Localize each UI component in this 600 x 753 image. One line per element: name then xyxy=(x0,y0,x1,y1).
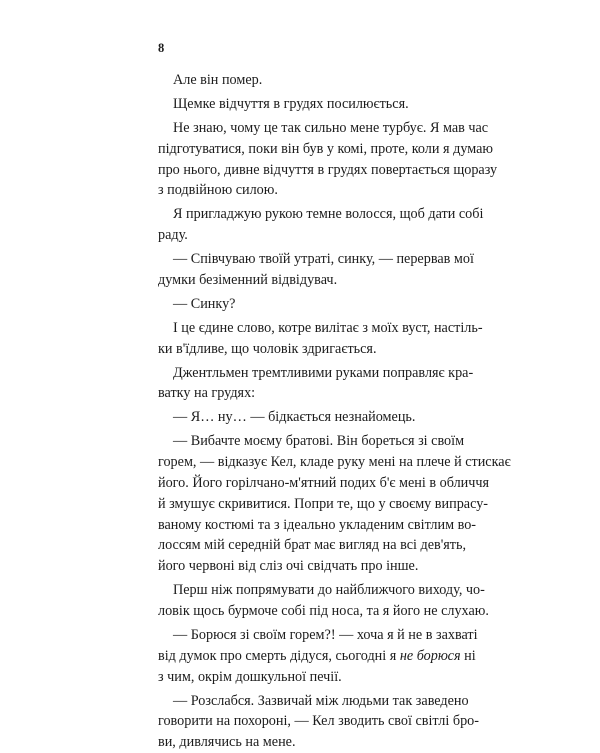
text-line: раду. xyxy=(158,227,188,244)
text-line: його червоні від сліз очі свідчать про інше. xyxy=(158,558,419,575)
text-line: — Співчуваю твоїй утраті, синку, — перервав мої xyxy=(173,251,474,268)
text-line: підготуватися, поки він був у комі, проте, коли я думаю xyxy=(158,140,494,157)
emphasis: не борюся xyxy=(399,647,461,664)
body-text xyxy=(158,70,511,753)
text-line: від думок про смерть дідуся, сьогодні я не борюся ні xyxy=(158,647,476,664)
text-line: І це єдине слово, котре вилітає з моїх вуст, настіль- xyxy=(173,319,483,336)
text-line: Щемке відчуття в грудях посилюється. xyxy=(173,95,409,112)
text-line: його. Його горілчано-м'ятний подих б'є мені в обличчя xyxy=(158,475,490,492)
text-line: — Розслабся. Зазвичай між людьми так заведено xyxy=(173,692,469,709)
text-line: говорити на похороні, — Кел зводить свої світлі бро- xyxy=(158,713,479,730)
text-line: Не знаю, чому це так сильно мене турбує. Я мав час xyxy=(173,119,489,136)
text-line: Я пригладжую рукою темне волосся, щоб дати собі xyxy=(173,206,484,223)
text-line: — Я… ну… — бідкається незнайомець. xyxy=(173,409,416,426)
text-line: — Борюся зі своїм горем?! — хоча я й не в захваті xyxy=(173,626,478,643)
text-line: Перш ніж попрямувати до найближчого виходу, чо- xyxy=(173,582,485,599)
text-line: з подвійною силою. xyxy=(158,182,278,199)
text-line: Джентльмен тремтливими руками поправляє кра- xyxy=(173,364,474,381)
text-line: — Синку? xyxy=(173,295,236,312)
text-line: ловік щось бурмоче собі під носа, та я його не слухаю. xyxy=(158,603,489,619)
text-line: думки безіменний відвідувач. xyxy=(158,271,338,288)
text-line: з чим, окрім дошкульної печії. xyxy=(158,668,342,685)
text-line: горем, — відказує Кел, кладе руку мені на плече й стискає xyxy=(158,454,511,471)
text-line: — Вибачте моєму братові. Він бореться зі своїм xyxy=(173,433,465,450)
text-line: й змушує скривитися. Попри те, що у своєму випрасу- xyxy=(158,495,489,512)
page-number: 8 xyxy=(158,41,165,55)
text-line: ви, дивлячись на мене. xyxy=(158,734,296,751)
text-line: Але він помер. xyxy=(173,72,263,88)
text-line: ватку на грудях: xyxy=(158,385,256,402)
text-line: лоссям мій середній брат має вигляд на всі дев'ять, xyxy=(158,537,467,554)
text-line: ваному костюмі та з ідеально укладеним світлим во- xyxy=(158,516,477,533)
text-line: ки в'їдливе, що чоловік здригається. xyxy=(158,340,377,357)
text-line: про нього, дивне відчуття в грудях повертається щоразу xyxy=(158,161,498,178)
